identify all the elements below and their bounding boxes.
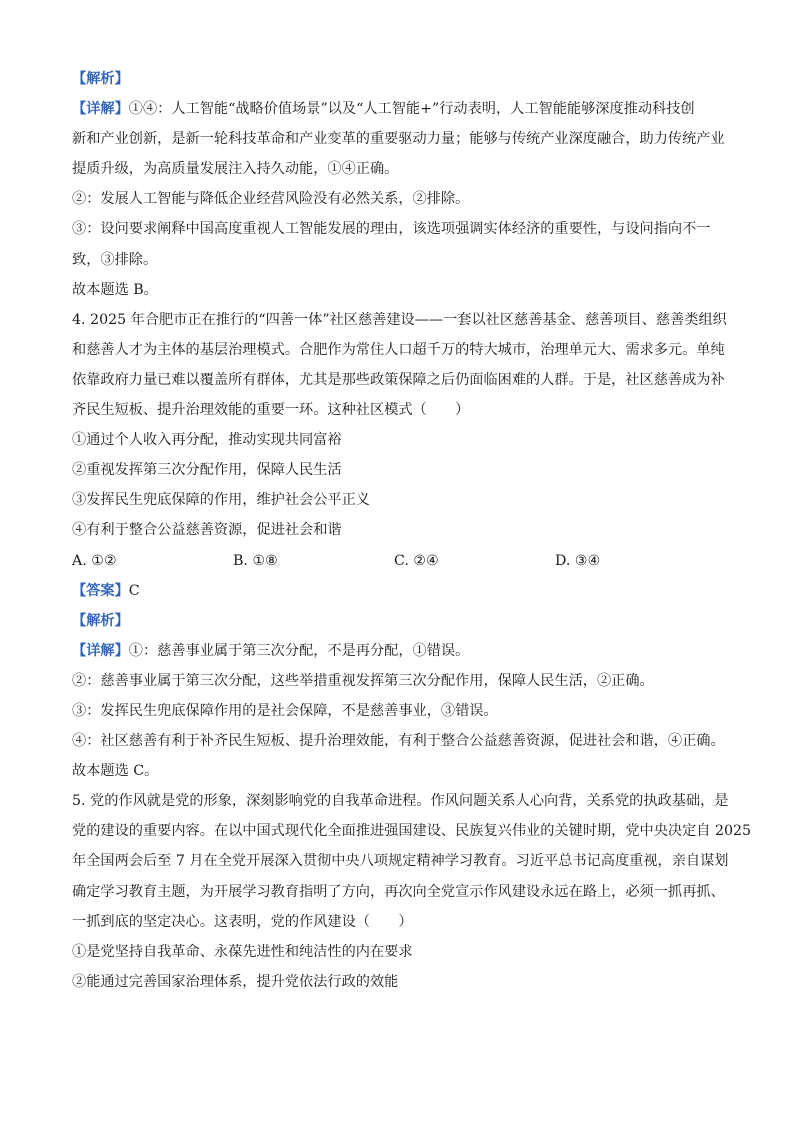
q4-options: [72, 546, 726, 576]
q5-statement: ②能通过完善国家治理体系，提升党依法行政的效能: [72, 973, 399, 990]
xiangjie-tag: 【详解】: [72, 642, 129, 659]
q4-statement: ①通过个人收入再分配，推动实现共同富裕: [72, 432, 342, 449]
q4-statement: ②重视发挥第三次分配作用，保障人民生活: [72, 462, 342, 479]
jiexi-tag: 【解析】: [72, 71, 129, 87]
q3-conclusion: 故本题选 B。: [72, 281, 158, 298]
q4-stem-line: 依靠政府力量已难以覆盖所有群体，尤其是那些政策保障之后仍面临困难的人群。于是，社区慈善成为补: [72, 371, 725, 388]
answer-tag: 【答案】: [72, 582, 129, 599]
jiexi-tag: 【解析】: [72, 612, 129, 629]
q4-option-b: B. ①⑧: [233, 552, 278, 569]
xiangjie-tag: 【详解】: [72, 101, 129, 118]
q3-detail-line: 致，③排除。: [72, 251, 158, 268]
q4-detail-line: ④：社区慈善有利于补齐民生短板、提升治理效能，有利于整合公益慈善资源，促进社会和谐，④正确。: [72, 733, 725, 750]
q4-detail-line: ③：发挥民生兜底保障作用的是社会保障，不是慈善事业，③错误。: [72, 702, 498, 719]
q4-conclusion: 故本题选 C。: [72, 763, 159, 780]
q4-stem-line: 4. 2025 年合肥市正在推行的“四善一体”社区慈善建设——一套以社区慈善基金、慈善项目、慈善类组织: [72, 311, 727, 328]
q4-analysis-heading: [72, 606, 726, 636]
q4-detail-line: [72, 636, 726, 666]
q5-stem-line: 一抓到底的坚定决心。这表明，党的作风建设（ ）: [72, 913, 413, 930]
q4-option-a: A. ①②: [72, 552, 117, 569]
q4-stem-line: 齐民生短板、提升治理效能的重要一环。这种社区模式（ ）: [72, 402, 470, 419]
q5-stem-line: 党的建设的重要内容。在以中国式现代化全面推进强国建设、民族复兴伟业的关键时期，党中央决定自 2025: [72, 823, 752, 840]
q3-detail-line: ③：设问要求阐释中国高度重视人工智能发展的理由，该选项强调实体经济的重要性，与设问指向不一: [72, 221, 711, 238]
q4-detail-line: ②：慈善事业属于第三次分配，这些举措重视发挥第三次分配作用，保障人民生活，②正确。: [72, 672, 654, 689]
q3-detail-text: ①④：人工智能“战略价值场景”以及“人工智能+”行动表明，人工智能能够深度推动科技创: [128, 101, 695, 118]
q3-analysis-heading: [72, 64, 726, 94]
q5-stem-line: 5. 党的作风就是党的形象，深刻影响党的自我革命进程。作风问题关系人心向背，关系党的执政基础，是: [72, 793, 729, 810]
q3-detail-line: ②：发展人工智能与降低企业经营风险没有必然关系，②排除。: [72, 191, 470, 208]
q4-stem-line: 和慈善人才为主体的基层治理模式。合肥作为常住人口超千万的特大城市，治理单元大、需求多元。单纯: [72, 341, 725, 358]
answer-value: C: [128, 582, 140, 599]
q4-answer: [72, 576, 726, 606]
q4-option-d: D. ③④: [555, 552, 601, 569]
q5-stem-line: 确定学习教育主题，为开展学习教育指明了方向，再次向全党宣示作风建设永远在路上，必须一抓再抓、: [72, 883, 725, 900]
q4-statement: ③发挥民生兜底保障的作用，维护社会公平正义: [72, 492, 370, 509]
q3-detail-line: 提质升级，为高质量发展注入持久动能，①④正确。: [72, 161, 399, 178]
q3-detail-line: [72, 94, 726, 124]
document-page: [72, 64, 752, 997]
q5-stem-line: 年全国两会后至 7 月在全党开展深入贯彻中央八项规定精神学习教育。习近平总书记高度重视，亲自谋划: [72, 853, 729, 870]
q4-statement: ④有利于整合公益慈善资源，促进社会和谐: [72, 522, 342, 539]
q4-option-c: C. ②④: [394, 552, 439, 569]
q3-detail-line: 新和产业创新，是新一轮科技革命和产业变革的重要驱动力量；能够与传统产业深度融合，助力传统产业: [72, 131, 725, 148]
q5-statement: ①是党坚持自我革命、永葆先进性和纯洁性的内在要求: [72, 943, 413, 960]
q4-detail-text: ①：慈善事业属于第三次分配，不是再分配，①错误。: [128, 642, 470, 659]
